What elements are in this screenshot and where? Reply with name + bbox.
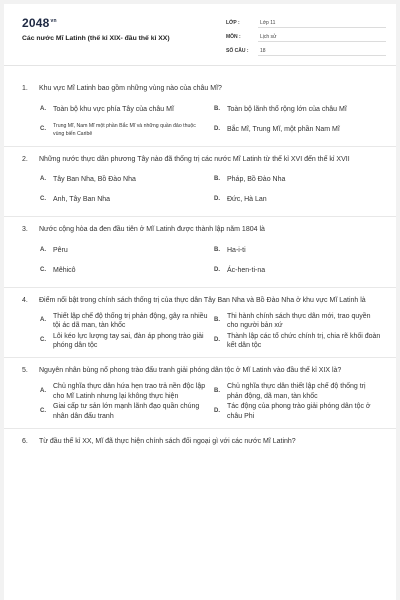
option-text: Tác động của phong trào giải phóng dân tộc ở châu Phi	[227, 403, 371, 420]
option-text: Toàn bộ lãnh thổ rộng lớn của châu Mĩ	[227, 105, 347, 113]
option-d[interactable]	[214, 331, 382, 351]
option-a[interactable]	[40, 382, 208, 402]
option-d[interactable]	[214, 261, 382, 281]
option-letter: C.	[40, 337, 46, 344]
site-logo[interactable]	[22, 16, 57, 30]
option-text: Anh, Tây Ban Nha	[53, 196, 111, 204]
meta-value: Lớp 11	[258, 18, 386, 28]
question-text: Điểm nổi bật trong chính sách thống trị của thực dân Tây Ban Nha và Bồ Đào Nha ở khu vực Mĩ Latinh là	[39, 296, 366, 304]
option-letter: D.	[214, 196, 220, 203]
meta-count-row	[226, 44, 386, 58]
option-letter: C.	[40, 196, 46, 203]
meta-value: Lịch sử	[258, 32, 386, 42]
option-letter: B.	[214, 387, 220, 394]
option-d[interactable]	[214, 402, 382, 422]
option-letter: D.	[214, 266, 220, 273]
question-number: 5.	[22, 367, 28, 374]
option-a[interactable]	[40, 311, 208, 331]
meta-label: MÔN :	[226, 34, 241, 40]
question-1	[4, 76, 396, 147]
option-letter: D.	[214, 407, 220, 414]
quiz-meta	[226, 16, 386, 58]
logo-text: 2048	[22, 16, 50, 30]
option-letter: A.	[40, 387, 46, 394]
meta-label: SỐ CÂU :	[226, 48, 249, 54]
option-letter: A.	[40, 317, 46, 324]
question-number: 6.	[22, 437, 28, 445]
meta-class-row	[226, 16, 386, 30]
question-number: 2.	[22, 155, 28, 163]
question-stem	[22, 76, 382, 94]
question-2	[4, 147, 396, 218]
answer-options	[22, 94, 382, 146]
option-d[interactable]	[214, 190, 382, 210]
option-text: Trung Mĩ, Nam Mĩ một phần Bắc Mĩ và những quần đảo thuộc vùng biển Caribê	[53, 122, 196, 137]
answer-options	[22, 235, 382, 287]
option-b[interactable]	[214, 170, 382, 190]
option-text: Ha-i-ti	[227, 246, 246, 254]
question-stem	[22, 288, 382, 306]
option-letter: B.	[214, 105, 220, 112]
option-letter: C.	[40, 266, 46, 273]
option-letter: D.	[214, 337, 220, 344]
question-4	[4, 288, 396, 359]
option-letter: B.	[214, 317, 220, 324]
option-text: Đức, Hà Lan	[227, 196, 267, 204]
question-stem	[22, 358, 382, 376]
question-number: 1.	[22, 85, 28, 92]
option-letter: D.	[214, 125, 220, 132]
option-text: Chủ nghĩa thực dân hứa hẹn trao trả nền độc lập cho Mĩ Latinh nhưng lại không thực hiện	[53, 383, 206, 400]
option-b[interactable]	[214, 382, 382, 402]
option-text: Mêhicô	[53, 266, 76, 274]
question-3	[4, 217, 396, 288]
option-c[interactable]	[40, 331, 208, 351]
option-a[interactable]	[40, 100, 208, 120]
question-stem	[22, 217, 382, 235]
question-text: Nước cộng hòa da đen đầu tiên ở Mĩ Latinh được thành lập năm 1804 là	[39, 226, 265, 233]
question-stem	[22, 147, 382, 165]
meta-subject-row	[226, 30, 386, 44]
option-letter: A.	[40, 176, 46, 183]
option-text: Thành lập các tổ chức chính trị, chia rẽ khối đoàn kết dân tộc	[227, 332, 381, 349]
option-text: Tây Ban Nha, Bồ Đào Nha	[53, 176, 136, 184]
option-c[interactable]	[40, 120, 208, 140]
option-text: Pháp, Bồ Đào Nha	[227, 176, 286, 184]
option-letter: C.	[40, 125, 46, 132]
option-c[interactable]	[40, 402, 208, 422]
option-letter: B.	[214, 246, 220, 253]
question-5	[4, 358, 396, 429]
answer-options	[22, 376, 382, 428]
option-c[interactable]	[40, 190, 208, 210]
meta-label: LỚP :	[226, 20, 240, 26]
option-text: Bắc Mĩ, Trung Mĩ, một phần Nam Mĩ	[227, 125, 340, 133]
quiz-page	[4, 4, 396, 600]
question-number: 4.	[22, 296, 28, 304]
question-list	[4, 76, 396, 446]
question-6	[4, 429, 396, 447]
option-text: Pêru	[53, 246, 68, 254]
question-text: Khu vực Mĩ Latinh bao gồm những vùng nào của châu Mĩ?	[39, 85, 222, 92]
meta-value: 18	[258, 46, 386, 56]
option-b[interactable]	[214, 100, 382, 120]
option-a[interactable]	[40, 170, 208, 190]
answer-options	[22, 305, 382, 357]
option-letter: C.	[40, 407, 46, 414]
page-header	[4, 4, 396, 66]
option-text: Ác-hen-ti-na	[227, 266, 266, 274]
option-text: Giai cấp tư sản lớn mạnh lãnh đạo quần chúng nhân dân đấu tranh	[53, 403, 200, 420]
option-text: Lôi kéo lực lượng tay sai, đàn áp phong trào giải phóng dân tộc	[53, 332, 204, 349]
answer-options	[22, 164, 382, 216]
question-text: Những nước thực dân phương Tây nào đã thống trị các nước Mĩ Latinh từ thế kỉ XVI đến thế kỉ XVII	[39, 155, 350, 163]
option-letter: A.	[40, 105, 46, 112]
option-a[interactable]	[40, 241, 208, 261]
logo-suffix: vn	[50, 18, 57, 24]
question-text: Nguyên nhân bùng nổ phong trào đấu tranh giải phóng dân tộc ở Mĩ Latinh vào đầu thế kỉ XIX là?	[39, 367, 342, 374]
option-text: Thi hành chính sách thực dân mới, trao quyền cho người bản xứ	[227, 312, 371, 329]
option-letter: B.	[214, 176, 220, 183]
option-text: Toàn bộ khu vực phía Tây của châu Mĩ	[53, 105, 174, 113]
option-d[interactable]	[214, 120, 382, 140]
option-c[interactable]	[40, 261, 208, 281]
option-b[interactable]	[214, 311, 382, 331]
option-text: Thiết lập chế độ thống trị phản động, gây ra nhiều tội ác dã man, tàn khốc	[53, 312, 208, 329]
option-text: Chủ nghĩa thực dân thiết lập chế độ thống trị phản động, dã man, tàn khốc	[227, 383, 366, 400]
question-stem	[22, 429, 382, 447]
option-b[interactable]	[214, 241, 382, 261]
quiz-title: Các nước Mĩ Latinh (thế kỉ XIX- đầu thế kỉ XX)	[22, 35, 170, 42]
question-text: Từ đầu thế kỉ XX, Mĩ đã thực hiện chính sách đối ngoại gì với các nước Mĩ Latinh?	[39, 437, 296, 445]
question-number: 3.	[22, 226, 28, 233]
option-letter: A.	[40, 246, 46, 253]
